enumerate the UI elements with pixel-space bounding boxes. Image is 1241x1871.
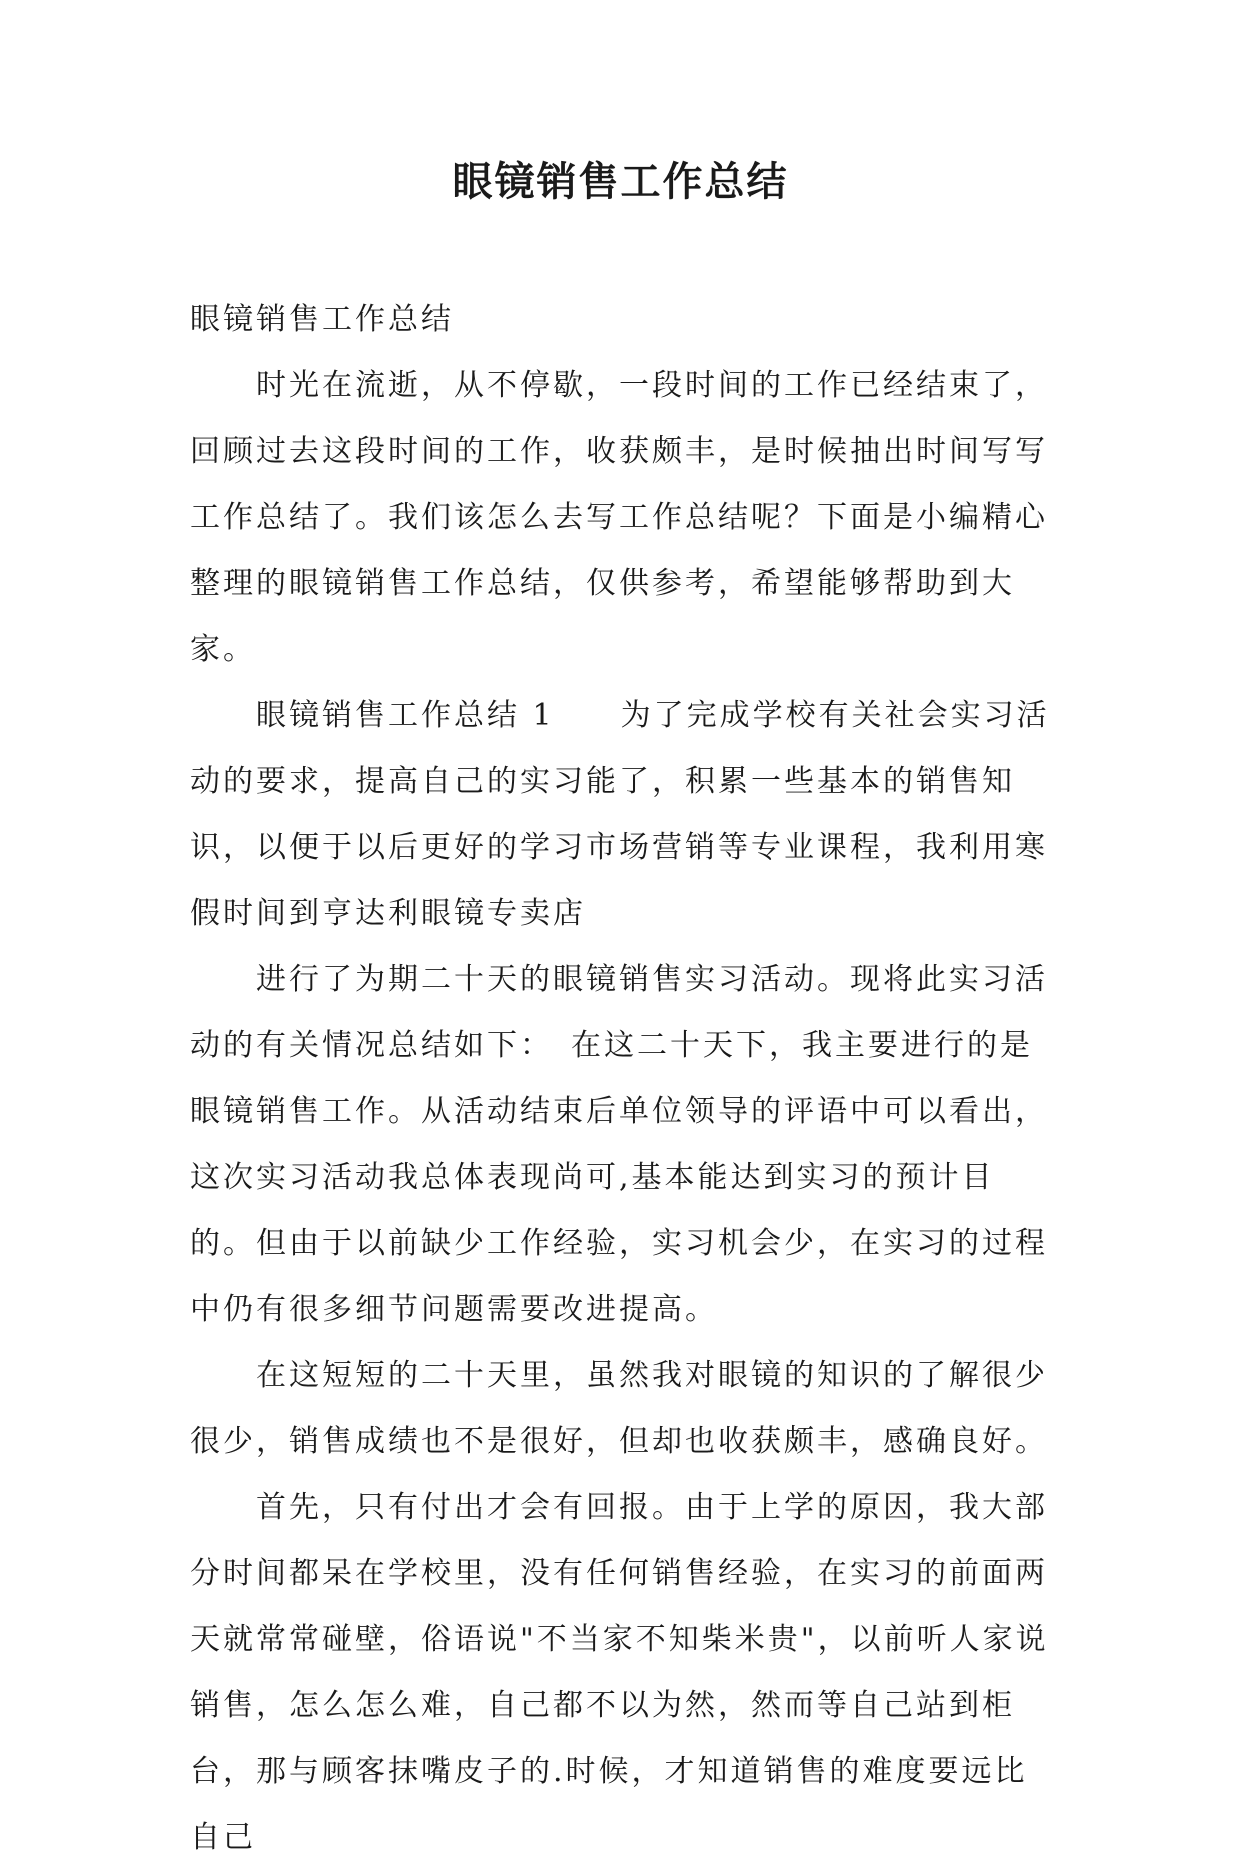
document-subtitle: 眼镜销售工作总结 (190, 302, 454, 337)
document-title: 眼镜销售工作总结 (452, 159, 789, 205)
paragraph-intro: 时光在流逝，从不停歇，一段时间的工作已经结束了，回顾过去这段时间的工作，收获颇丰，是时候抽出时间写写工作总结了。我们该怎么去写工作总结呢？下面是小编精心整理的眼镜销售工作总结，仅供参考，希望能够帮助到大家。 (190, 368, 1048, 667)
document-body (190, 287, 1060, 1871)
paragraph-internship-overview: 进行了为期二十天的眼镜销售实习活动。现将此实习活动的有关情况总结如下： 在这二十天下，我主要进行的是眼镜销售工作。从活动结束后单位领导的评语中可以看出，这次实习活动我总体表现尚可,基本能达到实习的预计目的。但由于以前缺少工作经验，实习机会少，在实习的过程中仍有很多细节问题需要改进提高。 (190, 962, 1048, 1327)
paragraph-summary-1: 眼镜销售工作总结 1 为了完成学校有关社会实习活动的要求，提高自己的实习能了，积累一些基本的销售知识，以便于以后更好的学习市场营销等专业课程，我利用寒假时间到亨达利眼镜专卖店 (190, 698, 1050, 931)
paragraph-gains: 在这短短的二十天里，虽然我对眼镜的知识的了解很少很少，销售成绩也不是很好，但却也收获颇丰，感确良好。 (190, 1358, 1048, 1459)
paragraph-first-lesson: 首先，只有付出才会有回报。由于上学的原因，我大部分时间都呆在学校里，没有任何销售经验，在实习的前面两天就常常碰壁，俗语说"不当家不知柴米贵"，以前听人家说销售，怎么怎么难，自己都不以为然，然而等自己站到柜台，那与顾客抹嘴皮子的.时候，才知道销售的难度要远比自己 (190, 1490, 1049, 1855)
